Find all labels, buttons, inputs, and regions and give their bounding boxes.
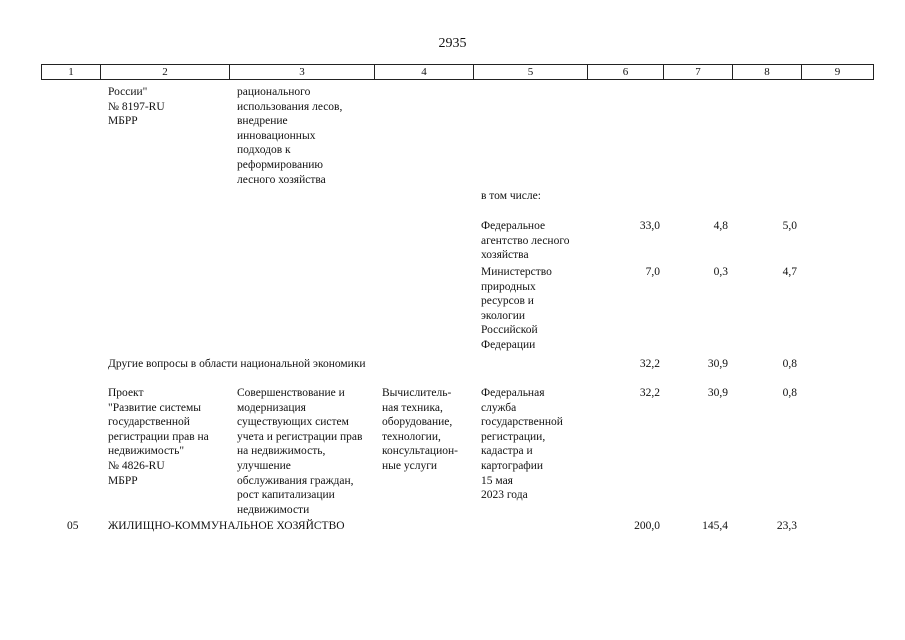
column-header-4: 4 <box>375 65 474 79</box>
column-header-2: 2 <box>101 65 230 79</box>
project-registration-executor: Федеральная служба государственной регистрации, кадастра и картографии 15 мая 2023 года <box>481 387 563 502</box>
other-col6: 32,2 <box>639 358 660 370</box>
project-goal-continued: рационального использования лесов, внедрение инновационных подходов к реформированию лесного хозяйства <box>237 86 343 186</box>
ministry-col7: 0,3 <box>713 266 728 278</box>
column-header-1: 1 <box>42 65 101 79</box>
executor-fed-forest: Федеральное агентство лесного хозяйства <box>481 220 570 262</box>
ministry-col6: 7,0 <box>645 266 660 278</box>
page-number: 2935 <box>438 36 467 51</box>
executor-ministry: Министерство природных ресурсов и экологии Российской Федерации <box>481 266 552 351</box>
column-header-3: 3 <box>230 65 375 79</box>
column-header-row <box>41 64 874 80</box>
column-header-7: 7 <box>664 65 733 79</box>
column-header-6: 6 <box>588 65 664 79</box>
project-col7: 30,9 <box>707 387 728 399</box>
project-col6: 32,2 <box>639 387 660 399</box>
project-registration-name: Проект "Развитие системы государственной регистрации прав на недвижимость" № 4826-RU МБРР <box>108 387 209 487</box>
column-header-9: 9 <box>834 66 841 78</box>
column-header-5: 5 <box>474 65 588 79</box>
column-header-8: 8 <box>733 65 802 79</box>
section-other-economy: Другие вопросы в области национальной экономики <box>108 358 366 370</box>
section-housing: ЖИЛИЩНО-КОММУНАЛЬНОЕ ХОЗЯЙСТВО <box>108 520 345 532</box>
fed-forest-col6: 33,0 <box>639 220 660 232</box>
housing-col6: 200,0 <box>634 520 660 532</box>
housing-col8: 23,3 <box>776 520 797 532</box>
project-registration-goal: Совершенствование и модернизация существующих систем учета и регистрации прав на недвижимость, улучшение обслуживания граждан, рост капитализации недвижимости <box>237 387 363 516</box>
other-col7: 30,9 <box>707 358 728 370</box>
other-col8: 0,8 <box>782 358 797 370</box>
project-col8: 0,8 <box>782 387 797 399</box>
ministry-col8: 4,7 <box>782 266 797 278</box>
project-registration-items: Вычислитель- ная техника, оборудование, технологии, консультацион- ные услуги <box>382 387 458 472</box>
in-that-number-label: в том числе: <box>481 190 541 202</box>
fed-forest-col7: 4,8 <box>713 220 728 232</box>
fed-forest-col8: 5,0 <box>782 220 797 232</box>
housing-col7: 145,4 <box>702 520 728 532</box>
project-name-continued: России" № 8197-RU МБРР <box>108 86 165 128</box>
section-code-05: 05 <box>67 520 79 532</box>
